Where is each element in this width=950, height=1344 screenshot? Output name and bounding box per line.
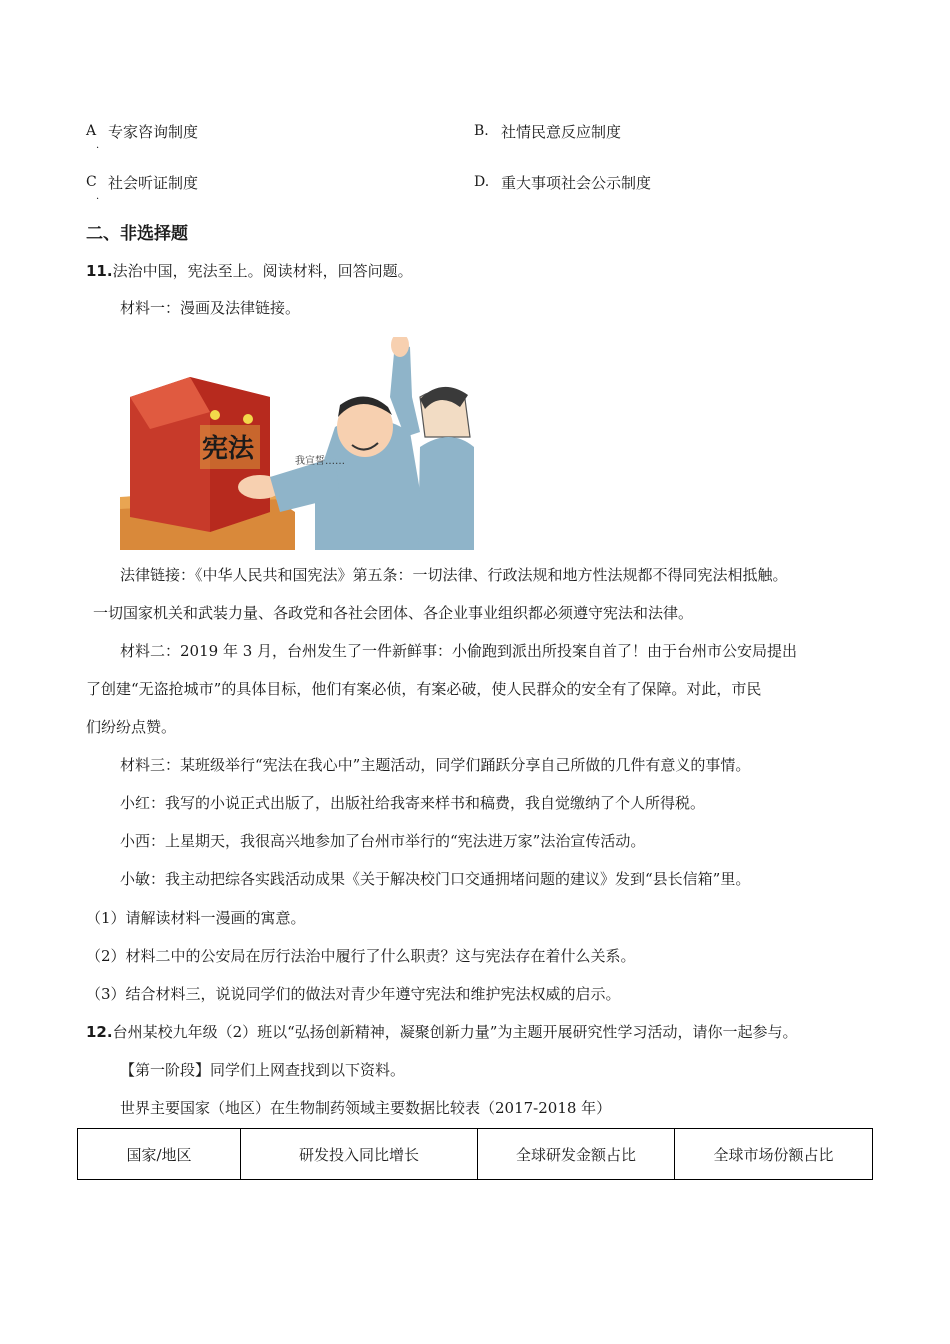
table-header-cell: 国家/地区 (78, 1129, 241, 1180)
q11-sub-1: （1）请解读材料一漫画的寓意。 (86, 909, 306, 927)
option-a-letter: A (86, 123, 97, 139)
table-header-row (78, 1129, 873, 1180)
table-header-cell: 全球研发金额占比 (478, 1129, 675, 1180)
biopharma-data-table (77, 1128, 873, 1180)
q11-stem (86, 261, 413, 281)
q11-sub-3: （3）结合材料三，说说同学们的做法对青少年遵守宪法和维护宪法权威的启示。 (86, 985, 621, 1003)
q12-stem (86, 1022, 797, 1042)
q12-stage-1: 【第一阶段】同学们上网查找到以下资料。 (120, 1061, 406, 1079)
option-b-letter: B. (474, 123, 489, 139)
q12-stem-text: 台州某校九年级（2）班以“弘扬创新精神，凝聚创新力量”为主题开展研究性学习活动，请你一起参与。 (112, 1023, 798, 1041)
q12-number: 12. (86, 1023, 113, 1041)
material2-line-2: 了创建“无盗抢城市”的具体目标，他们有案必侦，有案必破，使人民群众的安全有了保障。对此，市民 (86, 680, 762, 698)
q11-stem-text: 法治中国，宪法至上。阅读材料，回答问题。 (112, 262, 413, 280)
option-d-text: 重大事项社会公示制度 (501, 174, 652, 192)
option-c-letter: C (86, 174, 97, 190)
material2-line-1: 材料二：2019 年 3 月，台州发生了一件新鲜事：小偷跑到派出所投案自首了！由于台州市公安局提出 (120, 642, 798, 660)
option-c-dot: · (96, 194, 100, 205)
option-a-text: 专家咨询制度 (108, 123, 199, 141)
table-header-cell: 全球市场份额占比 (675, 1129, 873, 1180)
law-link-line-2: 一切国家机关和武装力量、各政党和各社会团体、各企业事业组织都必须遵守宪法和法律。 (93, 604, 694, 622)
material3-line-1: 材料三：某班级举行“宪法在我心中”主题活动，同学们踊跃分享自己所做的几件有意义的事情。 (120, 756, 751, 774)
constitution-cartoon (120, 337, 474, 550)
table-header-cell: 研发投入同比增长 (241, 1129, 478, 1180)
option-a-dot: · (96, 143, 100, 154)
section-title: 二、非选择题 (86, 224, 188, 244)
material1-title: 材料一：漫画及法律链接。 (120, 299, 301, 317)
speech-text: 我宣誓…… (295, 456, 345, 467)
material2-line-3: 们纷纷点赞。 (86, 718, 177, 736)
option-d-letter: D. (474, 174, 490, 190)
material3-xiaoxi: 小西：上星期天，我很高兴地参加了台州市举行的“宪法进万家”法治宣传活动。 (120, 832, 646, 850)
q11-number: 11. (86, 262, 113, 280)
material3-xiaomin: 小敏：我主动把综各实践活动成果《关于解决校门口交通拥堵问题的建议》发到“县长信箱”里。 (120, 870, 751, 888)
law-link-line-1: 法律链接：《中华人民共和国宪法》第五条：一切法律、行政法规和地方性法规都不得同宪法相抵触。 (120, 566, 788, 584)
q12-table-title: 世界主要国家（地区）在生物制药领域主要数据比较表（2017-2018 年） (120, 1099, 612, 1117)
material3-xiaohong: 小红：我写的小说正式出版了，出版社给我寄来样书和稿费，我自觉缴纳了个人所得税。 (120, 794, 706, 812)
q11-sub-2: （2）材料二中的公安局在厉行法治中履行了什么职责？这与宪法存在着什么关系。 (86, 947, 636, 965)
option-b-text: 社情民意反应制度 (501, 123, 622, 141)
option-c-text: 社会听证制度 (108, 174, 199, 192)
book-title-text: 宪法 (202, 434, 255, 464)
